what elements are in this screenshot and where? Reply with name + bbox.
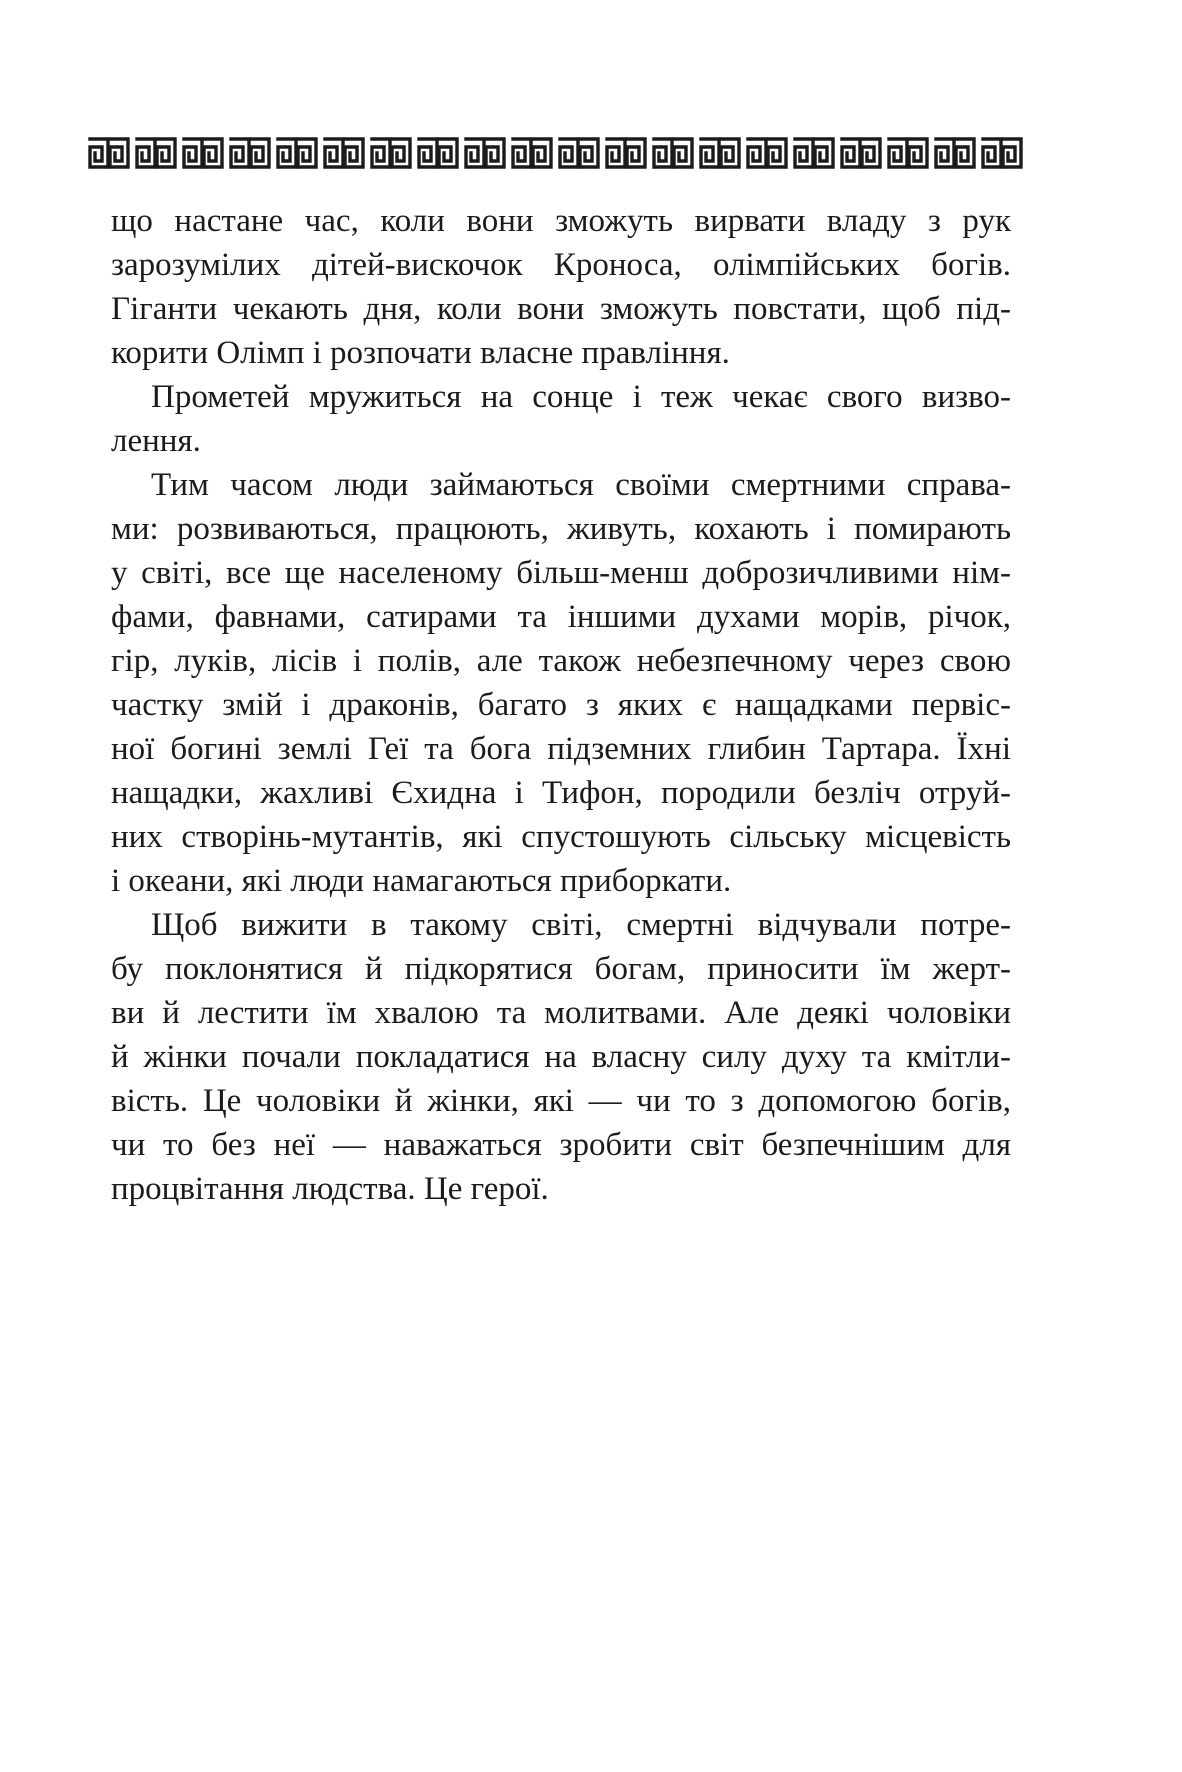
text-line: них створінь-мутантів, які спустошують сільську місцевість bbox=[111, 819, 1011, 855]
text-line: ної богині землі Геї та бога підземних глибин Тартара. Їхні bbox=[111, 731, 1011, 767]
text-line: у світі, все ще населеному більш-менш доброзичливими нім- bbox=[111, 555, 1011, 591]
text-line: чи то без неї — наважаться зробити світ безпечнішим для bbox=[111, 1127, 1011, 1163]
text-line: ми: розвиваються, працюють, живуть, кохають і помирають bbox=[111, 511, 1011, 547]
greek-key-unit bbox=[701, 139, 739, 167]
text-line: процвітання людства. Це герої. bbox=[111, 1171, 549, 1207]
text-line: бу поклонятися й підкорятися богам, приносити їм жерт- bbox=[111, 951, 1011, 987]
text-line: корити Олімп і розпочати власне правління. bbox=[111, 335, 730, 371]
text-line: зарозумілих дітей-вискочок Кроноса, олімпійських богів. bbox=[111, 247, 1011, 283]
text-line: фами, фавнами, сатирами та іншими духами морів, річок, bbox=[111, 599, 1011, 635]
greek-key-unit bbox=[466, 139, 504, 167]
text-line: нащадки, жахливі Єхидна і Тифон, породили безліч отруй- bbox=[111, 775, 1011, 811]
greek-key-border bbox=[88, 136, 1028, 170]
greek-key-unit bbox=[231, 139, 269, 167]
text-line: вість. Це чоловіки й жінки, які — чи то з допомогою богів, bbox=[111, 1083, 1011, 1119]
text-line: Щоб вижити в такому світі, смертні відчували потре- bbox=[151, 907, 1011, 943]
greek-key-unit bbox=[795, 139, 833, 167]
page-text bbox=[111, 199, 1011, 1211]
greek-key-unit bbox=[560, 139, 598, 167]
paragraph-2 bbox=[111, 375, 1011, 463]
text-line: частку змій і драконів, багато з яких є нащадками первіс- bbox=[111, 687, 1011, 723]
greek-key-unit bbox=[842, 139, 880, 167]
greek-key-unit bbox=[137, 139, 175, 167]
greek-key-unit bbox=[936, 139, 974, 167]
greek-key-unit bbox=[654, 139, 692, 167]
greek-key-unit bbox=[90, 139, 128, 167]
text-line: гір, луків, лісів і полів, але також небезпечному через свою bbox=[111, 643, 1011, 679]
text-line: лення. bbox=[111, 423, 201, 459]
text-line: Прометей мружиться на сонце і теж чекає свого визво- bbox=[151, 379, 1011, 415]
text-line: ви й лестити їм хвалою та молитвами. Але деякі чоловіки bbox=[111, 995, 1011, 1031]
greek-key-unit bbox=[419, 139, 457, 167]
greek-key-unit bbox=[513, 139, 551, 167]
text-line: Гіганти чекають дня, коли вони зможуть повстати, щоб під- bbox=[111, 291, 1011, 327]
paragraph-1 bbox=[111, 199, 1011, 375]
greek-key-unit bbox=[607, 139, 645, 167]
greek-key-unit bbox=[983, 139, 1021, 167]
paragraph-3 bbox=[111, 463, 1011, 903]
greek-key-unit bbox=[278, 139, 316, 167]
greek-key-unit bbox=[184, 139, 222, 167]
text-line: що настане час, коли вони зможуть вирвати владу з рук bbox=[111, 203, 1011, 239]
text-line: й жінки почали покладатися на власну силу духу та кмітли- bbox=[111, 1039, 1011, 1075]
greek-key-unit bbox=[372, 139, 410, 167]
greek-key-unit bbox=[889, 139, 927, 167]
text-line: Тим часом люди займаються своїми смертними справа- bbox=[151, 467, 1011, 503]
paragraph-4 bbox=[111, 903, 1011, 1211]
greek-key-unit bbox=[748, 139, 786, 167]
greek-key-unit bbox=[325, 139, 363, 167]
text-line: і океани, які люди намагаються приборкати. bbox=[111, 863, 732, 899]
